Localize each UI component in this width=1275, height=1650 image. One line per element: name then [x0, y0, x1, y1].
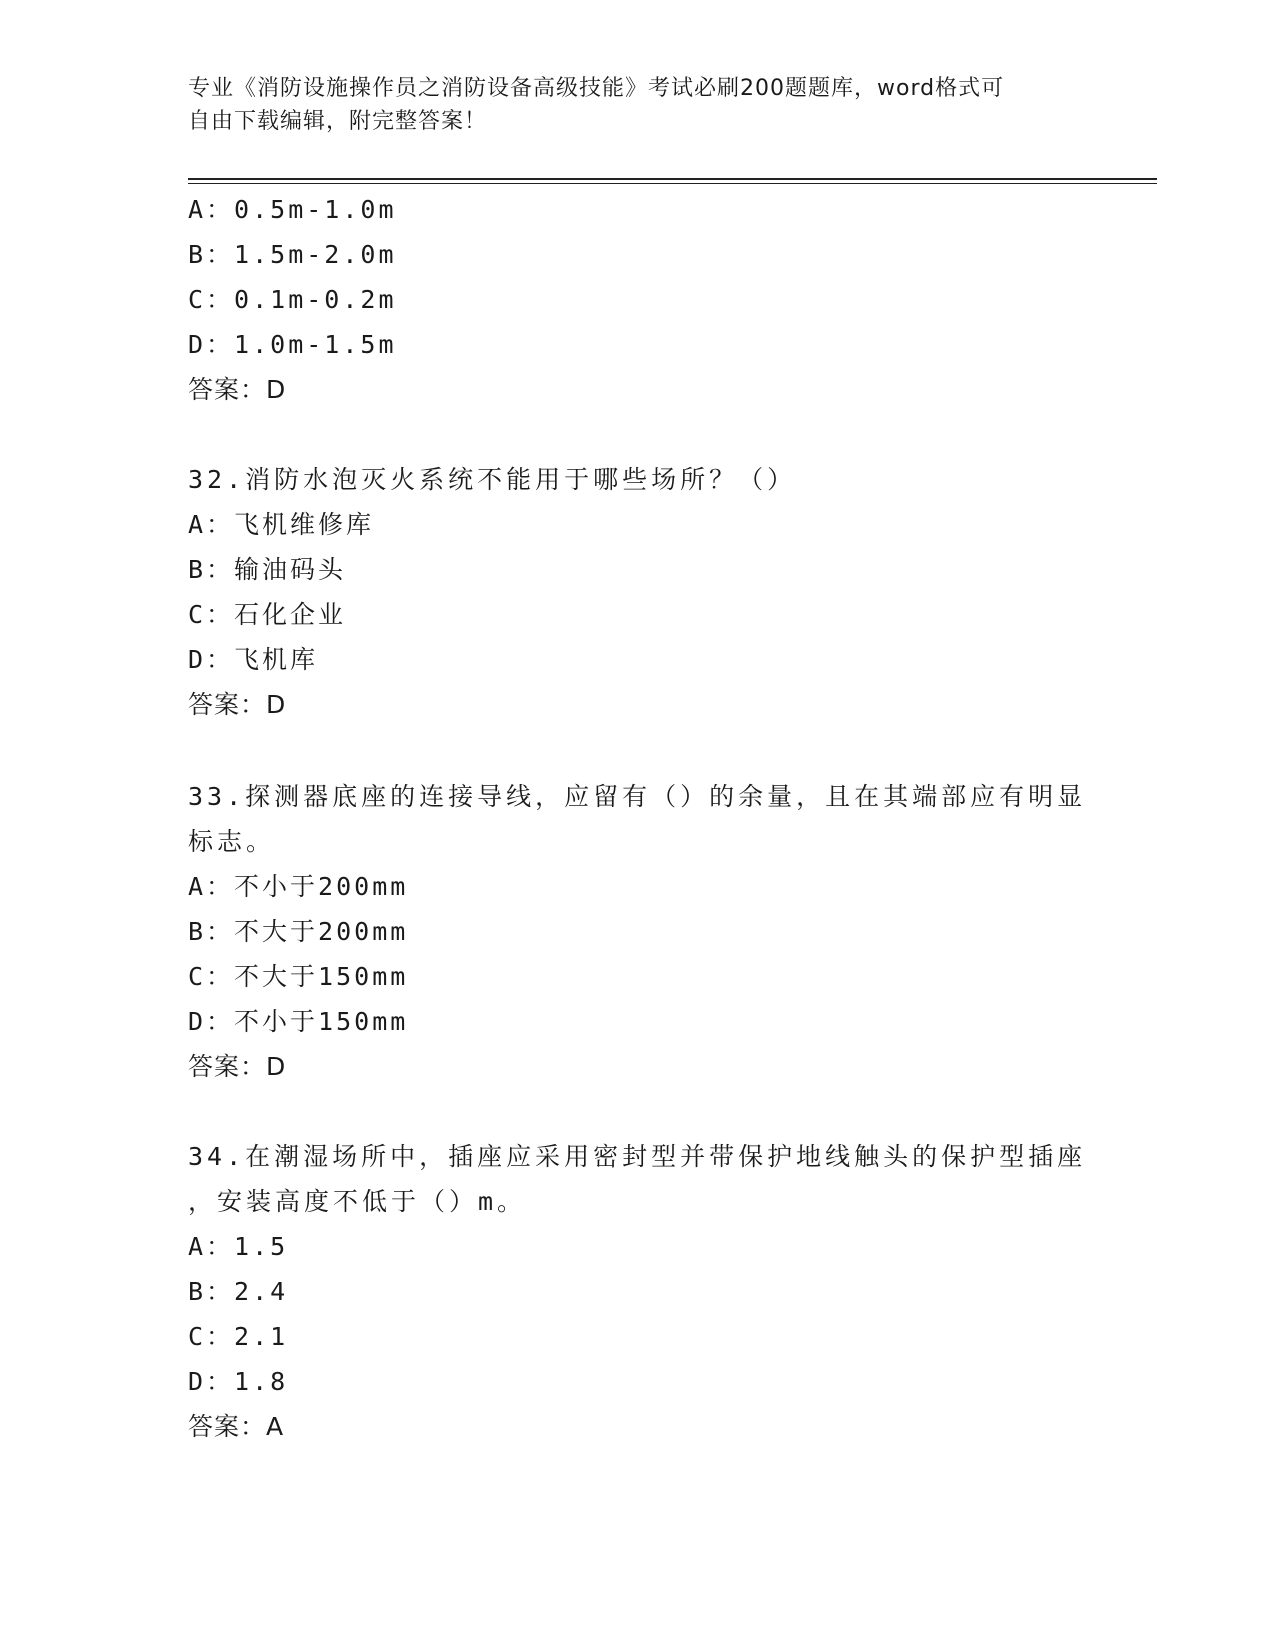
document-header	[188, 72, 1088, 138]
q33-option-b: B：不大于200mm	[188, 917, 409, 946]
q31-answer: 答案：D	[188, 375, 287, 404]
q33-option-a: A：不小于200mm	[188, 872, 409, 901]
header-divider-thin	[188, 183, 1157, 184]
q34-stem-line-1: 34.在潮湿场所中，插座应采用密封型并带保护地线触头的保护型插座	[188, 1142, 1087, 1171]
q32-option-b: B：输油码头	[188, 555, 347, 584]
q31-option-d: D：1.0m-1.5m	[188, 330, 397, 359]
q34-option-c: C：2.1	[188, 1322, 289, 1351]
q33-stem-line-2: 标志。	[188, 827, 276, 856]
q32-option-d: D：飞机库	[188, 645, 319, 674]
q34-stem-line-2: ，安装高度不低于（）m。	[188, 1187, 527, 1216]
q32-option-a: A：飞机维修库	[188, 510, 375, 539]
q34-option-b: B：2.4	[188, 1277, 289, 1306]
q31-option-a: A：0.5m-1.0m	[188, 195, 397, 224]
q33-option-c: C：不大于150mm	[188, 962, 409, 991]
q32-answer: 答案：D	[188, 690, 287, 719]
header-line-2: 自由下载编辑，附完整答案！	[188, 109, 488, 134]
q33-stem-line-1: 33.探测器底座的连接导线，应留有（）的余量，且在其端部应有明显	[188, 782, 1087, 811]
q32-option-c: C：石化企业	[188, 600, 347, 629]
q34-option-d: D：1.8	[188, 1367, 289, 1396]
q33-answer: 答案：D	[188, 1052, 287, 1081]
q31-option-b: B：1.5m-2.0m	[188, 240, 397, 269]
q31-option-c: C：0.1m-0.2m	[188, 285, 397, 314]
q34-answer: 答案：A	[188, 1412, 285, 1441]
header-line-1: 专业《消防设施操作员之消防设备高级技能》考试必刷200题题库，word格式可	[188, 76, 1005, 101]
q34-option-a: A：1.5	[188, 1232, 289, 1261]
q33-option-d: D：不小于150mm	[188, 1007, 409, 1036]
header-divider-thick	[188, 178, 1157, 180]
q32-stem: 32.消防水泡灭火系统不能用于哪些场所？（）	[188, 465, 797, 494]
